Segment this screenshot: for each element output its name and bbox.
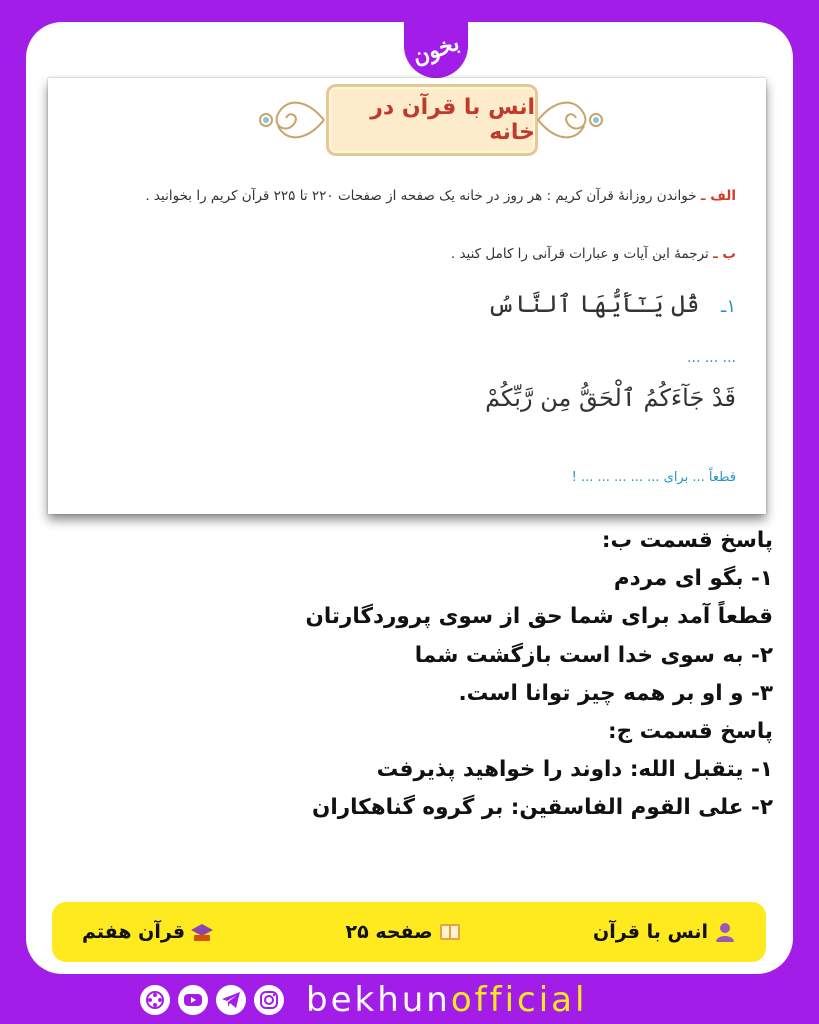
- title-banner: [256, 84, 606, 156]
- footer-lesson: [593, 921, 736, 943]
- bekhun-logo[interactable]: [404, 22, 468, 78]
- footer-lesson-text: انس با قرآن: [593, 921, 708, 943]
- instagram-icon[interactable]: [254, 985, 284, 1015]
- textbook-page: [48, 78, 766, 514]
- ornament-right-icon: [536, 94, 606, 146]
- be-text: ترجمهٔ این آیات و عبارات قرآنی را کامل کنید .: [450, 246, 709, 262]
- be-label: ب ـ: [713, 246, 736, 262]
- content-card: [26, 22, 793, 974]
- verse-1-text: قُل یَـٰٓأَیُّهَا ٱلنَّاسُ: [487, 290, 700, 318]
- title-box: [326, 84, 538, 156]
- page-title: انس با قرآن در خانه: [370, 95, 535, 145]
- answer-b1: ۱- بگو ای مردم: [613, 566, 773, 592]
- brand-name[interactable]: [306, 980, 587, 1020]
- brand-part1: bekhun: [306, 980, 451, 1020]
- alef-label: الف ـ: [700, 188, 736, 204]
- verse-1: [487, 290, 736, 318]
- instruction-alef: [145, 188, 736, 204]
- book-icon: [439, 922, 461, 942]
- answer-b2: ۲- به سوی خدا است بازگشت شما: [414, 642, 773, 668]
- telegram-icon[interactable]: [216, 985, 246, 1015]
- graduation-cap-icon: [191, 922, 213, 942]
- footer-bar: [52, 902, 766, 962]
- brand-part2: official: [450, 980, 588, 1020]
- answers-section: [53, 522, 773, 828]
- answer-b3: ۳- و او بر همه چیز توانا است.: [458, 680, 773, 706]
- verse-1-blanks: ... ... ...: [687, 350, 736, 366]
- alef-text: خواندن روزانهٔ قرآن کریم : هر روز در خانه یک صفحه از صفحات ۲۲۰ تا ۲۲۵ قرآن کریم را بخوانید .: [145, 188, 697, 204]
- footer-page: [346, 921, 461, 943]
- answer-c1: ۱- یتقبل الله: داوند را خواهید پذیرفت: [376, 757, 773, 783]
- answer-heading-b: پاسخ قسمت ب:: [601, 528, 773, 553]
- user-icon: [714, 922, 736, 942]
- instruction-be: [451, 246, 736, 262]
- youtube-icon[interactable]: [178, 985, 208, 1015]
- verse-1-number: ۱ـ: [721, 296, 736, 317]
- ornament-left-icon: [256, 94, 326, 146]
- footer-page-text: صفحه ۲۵: [345, 921, 433, 943]
- verse-2-text: قَدْ جَآءَکُمُ ٱلْحَقُّ مِن رَّبِّکُمْ: [485, 384, 736, 412]
- footer-course: [82, 921, 213, 943]
- answer-b1-continued: قطعاً آمد برای شما حق از سوی پروردگارتان: [305, 604, 773, 630]
- footer-course-text: قرآن هفتم: [82, 921, 186, 943]
- logo-text: بخون: [409, 29, 463, 71]
- answer-c2: ۲- علی القوم الفاسقین: بر گروه گناهکاران: [312, 795, 773, 821]
- answer-heading-c: پاسخ قسمت ج:: [608, 719, 773, 745]
- film-reel-icon[interactable]: [140, 985, 170, 1015]
- social-bar: [140, 978, 587, 1022]
- verse-2-blanks: قطعاً ... برای ... ... ... ... ... !: [571, 470, 736, 485]
